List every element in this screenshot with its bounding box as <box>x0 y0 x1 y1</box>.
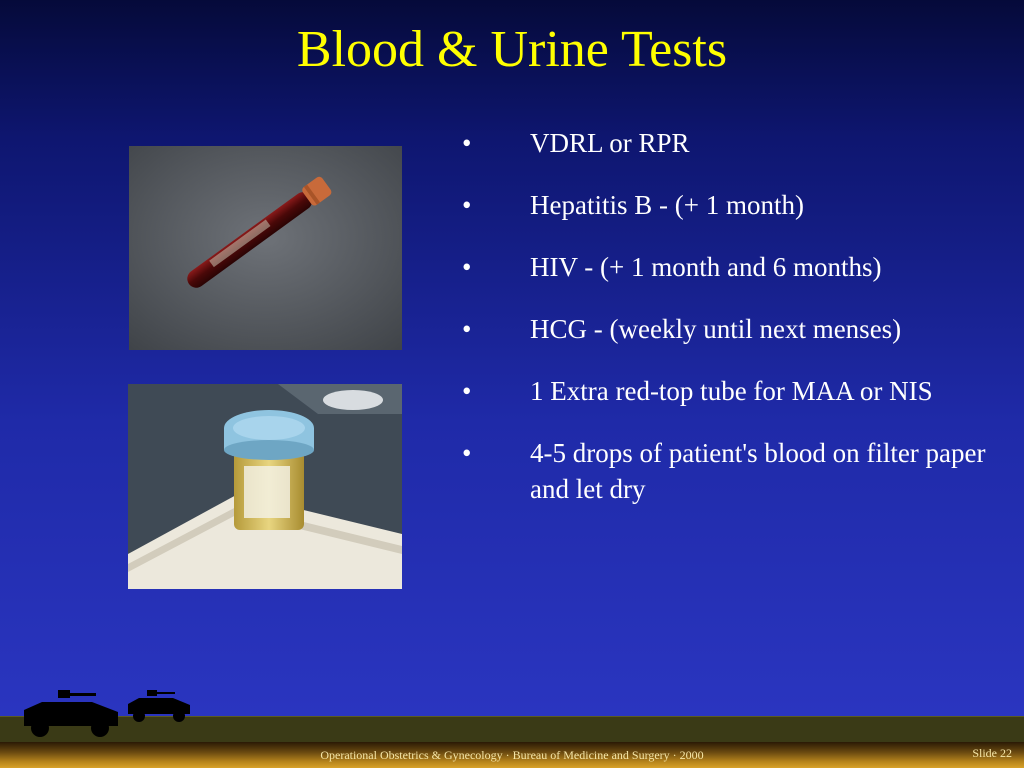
bullet-item <box>458 373 998 409</box>
slide-title: Blood & Urine Tests <box>296 21 728 78</box>
bullet-item <box>458 435 998 507</box>
urine-cup-photo <box>128 384 402 589</box>
bullet-symbol: • <box>462 376 472 406</box>
humvee-silhouette-icon <box>22 690 122 745</box>
bullet-item <box>458 249 998 285</box>
footer-text: Operational Obstetrics & Gynecology · Bureau of Medicine and Surgery · 2000 <box>320 748 704 762</box>
bullet-symbol: • <box>462 252 472 282</box>
bullet-text: VDRL or RPR <box>530 128 690 158</box>
humvee-silhouette-icon <box>127 690 191 729</box>
bullet-list <box>458 125 998 533</box>
bullet-text: HIV - (+ 1 month and 6 months) <box>530 252 882 282</box>
slide-number: Slide 22 <box>972 746 1012 760</box>
bullet-symbol: • <box>462 190 472 220</box>
bullet-symbol: • <box>462 438 472 468</box>
bullet-text: 1 Extra red-top tube for MAA or NIS <box>530 376 933 406</box>
bullet-text: HCG - (weekly until next menses) <box>530 314 902 344</box>
bullet-text: 4-5 drops of patient's blood on filter paper and let dry <box>530 438 986 504</box>
bullet-item <box>458 187 998 223</box>
bullet-symbol: • <box>462 314 472 344</box>
bullet-text: Hepatitis B - (+ 1 month) <box>530 190 804 220</box>
bullet-symbol: • <box>462 128 472 158</box>
bullet-item <box>458 311 998 347</box>
blood-tube-photo <box>129 146 402 350</box>
bullet-item <box>458 125 998 161</box>
